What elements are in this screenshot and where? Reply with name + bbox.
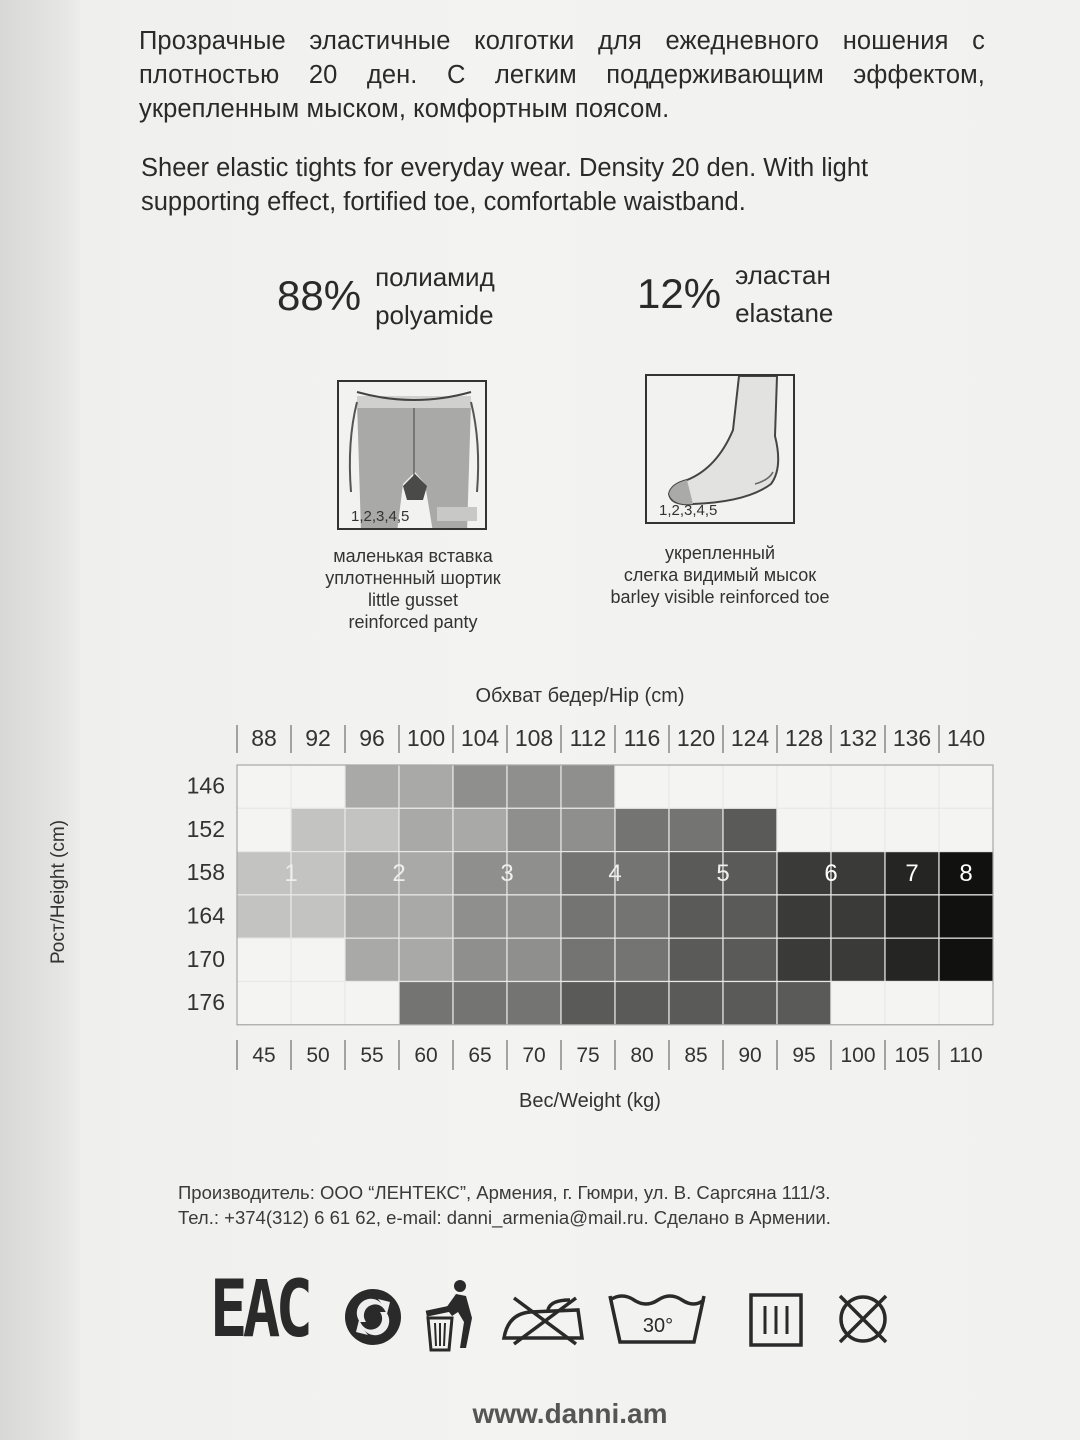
size-grid-cell bbox=[291, 982, 345, 1025]
height-tick-label: 170 bbox=[186, 945, 225, 972]
hip-tick-label: 92 bbox=[305, 725, 331, 751]
hip-tick-label: 108 bbox=[514, 725, 554, 751]
size-grid-cell bbox=[291, 938, 345, 981]
size-label: 8 bbox=[959, 860, 973, 888]
description-ru: Прозрачные эластичные колготки для ежедневного ношения с плотностью 20 ден. С легким поддерживающим эффектом, укрепленным мыском, комфортным поясом. bbox=[139, 27, 985, 123]
weight-tick-label: 70 bbox=[522, 1044, 546, 1067]
size-grid-cell bbox=[399, 765, 453, 808]
size-grid-cell bbox=[723, 765, 777, 808]
recycle-icon bbox=[342, 1286, 404, 1348]
size-grid-cell bbox=[561, 982, 615, 1025]
size-grid-cell bbox=[237, 938, 291, 981]
wash-30-icon bbox=[606, 1290, 708, 1346]
composition-name-en: polyamide bbox=[375, 300, 494, 330]
size-grid-cell bbox=[885, 895, 939, 938]
weight-tick-label: 80 bbox=[630, 1044, 654, 1067]
size-grid-cell bbox=[237, 852, 291, 895]
hip-tick-label: 128 bbox=[784, 725, 824, 751]
size-grid-cell bbox=[885, 982, 939, 1025]
weight-tick-label: 95 bbox=[792, 1044, 816, 1067]
size-label: 3 bbox=[500, 860, 514, 888]
manufacturer-line: Производитель: ООО “ЛЕНТЕКС”, Армения, г. Гюмри, ул. В. Саргсяна 111/3. bbox=[178, 1182, 831, 1203]
size-grid-cell bbox=[939, 895, 993, 938]
size-label: 4 bbox=[608, 860, 622, 888]
composition-name-ru: полиамид bbox=[375, 262, 495, 292]
care-symbols bbox=[210, 1265, 910, 1358]
size-grid-cell bbox=[507, 982, 561, 1025]
size-grid-cell bbox=[237, 895, 291, 938]
feature-line: укрепленный bbox=[664, 543, 776, 563]
size-grid-cell bbox=[453, 938, 507, 981]
size-grid-cell bbox=[615, 982, 669, 1025]
hip-tick-label: 100 bbox=[406, 725, 446, 751]
size-grid-cell bbox=[453, 982, 507, 1025]
sizes-caption: 1,2,3,4,5 bbox=[659, 502, 718, 519]
size-grid-cell bbox=[237, 765, 291, 808]
size-grid-cell bbox=[777, 982, 831, 1025]
trash-bin-icon bbox=[422, 1278, 482, 1352]
height-tick-label: 146 bbox=[186, 772, 225, 799]
hip-tick-label: 136 bbox=[892, 725, 932, 751]
size-grid-cell bbox=[345, 808, 399, 851]
size-grid-cell bbox=[669, 982, 723, 1025]
size-grid-cell bbox=[399, 938, 453, 981]
height-tick-label: 176 bbox=[186, 989, 225, 1016]
description-en: Sheer elastic tights for everyday wear. Density 20 den. With light supporting effect, fortified toe, comfortable waistband. bbox=[141, 154, 869, 216]
size-grid-cell bbox=[669, 938, 723, 981]
size-grid-cell bbox=[723, 982, 777, 1025]
size-grid-cell bbox=[723, 938, 777, 981]
size-grid-cell bbox=[507, 895, 561, 938]
feature-line: little gusset bbox=[367, 590, 459, 610]
size-grid-cell bbox=[399, 895, 453, 938]
feature-line: слегка видимый мысок bbox=[623, 565, 817, 585]
weight-tick-label: 65 bbox=[468, 1044, 492, 1067]
weight-tick-label: 75 bbox=[576, 1044, 600, 1067]
height-tick-label: 158 bbox=[186, 859, 225, 886]
size-grid-cell bbox=[777, 808, 831, 851]
hip-tick-label: 124 bbox=[730, 725, 770, 751]
do-not-iron-icon bbox=[500, 1292, 588, 1346]
size-grid-cell bbox=[291, 895, 345, 938]
size-label: 5 bbox=[716, 860, 730, 888]
size-grid-cell bbox=[669, 895, 723, 938]
size-grid-cell bbox=[831, 982, 885, 1025]
website-link[interactable]: www.danni.am bbox=[472, 1398, 668, 1429]
size-label: 1 bbox=[284, 860, 298, 888]
hip-tick-label: 88 bbox=[251, 725, 277, 751]
size-grid-cell bbox=[237, 808, 291, 851]
size-grid-cell bbox=[615, 808, 669, 851]
size-grid-cell bbox=[291, 808, 345, 851]
size-label: 7 bbox=[905, 860, 919, 888]
composition-name-en: elastane bbox=[735, 298, 834, 328]
size-grid-cell bbox=[939, 938, 993, 981]
size-grid-cell bbox=[831, 852, 885, 895]
size-grid-cell bbox=[561, 852, 615, 895]
feature-line: reinforced panty bbox=[348, 612, 478, 632]
weight-tick-label: 55 bbox=[360, 1044, 384, 1067]
size-grid-cell bbox=[831, 938, 885, 981]
weight-tick-label: 45 bbox=[252, 1044, 276, 1067]
size-grid-cell bbox=[777, 765, 831, 808]
weight-tick-label: 105 bbox=[894, 1044, 930, 1067]
line-dry-icon bbox=[748, 1292, 804, 1348]
size-grid-cell bbox=[669, 852, 723, 895]
size-grid-cell bbox=[345, 895, 399, 938]
size-grid-cell bbox=[615, 938, 669, 981]
size-grid-cell bbox=[669, 765, 723, 808]
size-grid-cell bbox=[831, 808, 885, 851]
size-grid-cell bbox=[669, 808, 723, 851]
size-grid-cell bbox=[345, 852, 399, 895]
size-grid-cell bbox=[939, 765, 993, 808]
size-grid-cell bbox=[561, 938, 615, 981]
size-grid-cell bbox=[507, 852, 561, 895]
feature-line: уплотненный шортик bbox=[325, 568, 501, 588]
size-grid-cell bbox=[723, 895, 777, 938]
chart-xlabel-weight: Вес/Weight (kg) bbox=[519, 1090, 661, 1112]
size-grid-cell bbox=[345, 982, 399, 1025]
hip-tick-label: 140 bbox=[946, 725, 986, 751]
manufacturer-line: Тел.: +374(312) 6 61 62, e-mail: danni_armenia@mail.ru. Сделано в Армении. bbox=[178, 1207, 831, 1228]
size-grid-cell bbox=[615, 765, 669, 808]
size-grid-cell bbox=[939, 982, 993, 1025]
size-grid-cell bbox=[831, 895, 885, 938]
size-grid-cell bbox=[399, 808, 453, 851]
hip-tick-label: 96 bbox=[359, 725, 385, 751]
size-grid-cell bbox=[777, 852, 831, 895]
size-grid-cell bbox=[453, 808, 507, 851]
size-grid-cell bbox=[399, 982, 453, 1025]
size-grid-cell bbox=[939, 808, 993, 851]
hip-tick-label: 116 bbox=[623, 725, 661, 751]
size-grid-cell bbox=[507, 765, 561, 808]
composition-percent: 12% bbox=[637, 270, 722, 317]
size-grid-cell bbox=[885, 938, 939, 981]
composition-name-ru: эластан bbox=[735, 260, 831, 290]
weight-tick-label: 90 bbox=[738, 1044, 762, 1067]
eac-mark-icon: EAC bbox=[210, 1265, 309, 1355]
size-label: 2 bbox=[392, 860, 406, 888]
weight-tick-label: 60 bbox=[414, 1044, 438, 1067]
weight-tick-label: 85 bbox=[684, 1044, 708, 1067]
size-grid-cell bbox=[345, 938, 399, 981]
size-grid-cell bbox=[453, 895, 507, 938]
chart-ylabel-height: Рост/Height (cm) bbox=[48, 819, 69, 965]
size-grid-cell bbox=[345, 765, 399, 808]
size-grid-cell bbox=[723, 808, 777, 851]
size-grid-cell bbox=[561, 895, 615, 938]
weight-tick-label: 100 bbox=[840, 1044, 876, 1067]
size-grid-cell bbox=[291, 765, 345, 808]
svg-text:30°: 30° bbox=[642, 1315, 674, 1337]
size-grid-cell bbox=[561, 808, 615, 851]
manufacturer-info bbox=[178, 1180, 988, 1230]
size-grid-cell bbox=[885, 808, 939, 851]
hip-tick-label: 104 bbox=[460, 725, 500, 751]
size-grid-cell bbox=[777, 895, 831, 938]
size-grid-cell bbox=[399, 852, 453, 895]
feature-line: маленькая вставка bbox=[333, 546, 493, 566]
size-grid-cell bbox=[615, 852, 669, 895]
size-grid-cell bbox=[615, 895, 669, 938]
size-grid-cell bbox=[723, 852, 777, 895]
height-tick-label: 152 bbox=[186, 815, 225, 842]
size-grid-cell bbox=[885, 765, 939, 808]
size-grid-cell bbox=[561, 765, 615, 808]
size-grid-cell bbox=[291, 852, 345, 895]
size-grid-cell bbox=[453, 765, 507, 808]
size-grid-cell bbox=[831, 765, 885, 808]
weight-tick-label: 110 bbox=[949, 1044, 983, 1067]
size-grid-cell bbox=[237, 982, 291, 1025]
hip-tick-label: 120 bbox=[676, 725, 716, 751]
weight-tick-label: 50 bbox=[306, 1044, 330, 1067]
height-tick-label: 164 bbox=[186, 902, 225, 929]
size-grid-cell bbox=[507, 808, 561, 851]
hip-tick-label: 132 bbox=[838, 725, 878, 751]
size-grid-cell bbox=[507, 938, 561, 981]
size-grid-cell bbox=[777, 938, 831, 981]
sizes-caption: 1,2,3,4,5 bbox=[351, 508, 410, 525]
feature-line: barley visible reinforced toe bbox=[610, 587, 830, 607]
hip-tick-label: 112 bbox=[569, 725, 607, 751]
do-not-dryclean-icon bbox=[834, 1290, 892, 1348]
composition-percent: 88% bbox=[277, 272, 362, 319]
size-label: 6 bbox=[824, 860, 838, 888]
size-grid-cell bbox=[453, 852, 507, 895]
chart-title-hip: Обхват бедер/Hip (cm) bbox=[475, 685, 685, 707]
